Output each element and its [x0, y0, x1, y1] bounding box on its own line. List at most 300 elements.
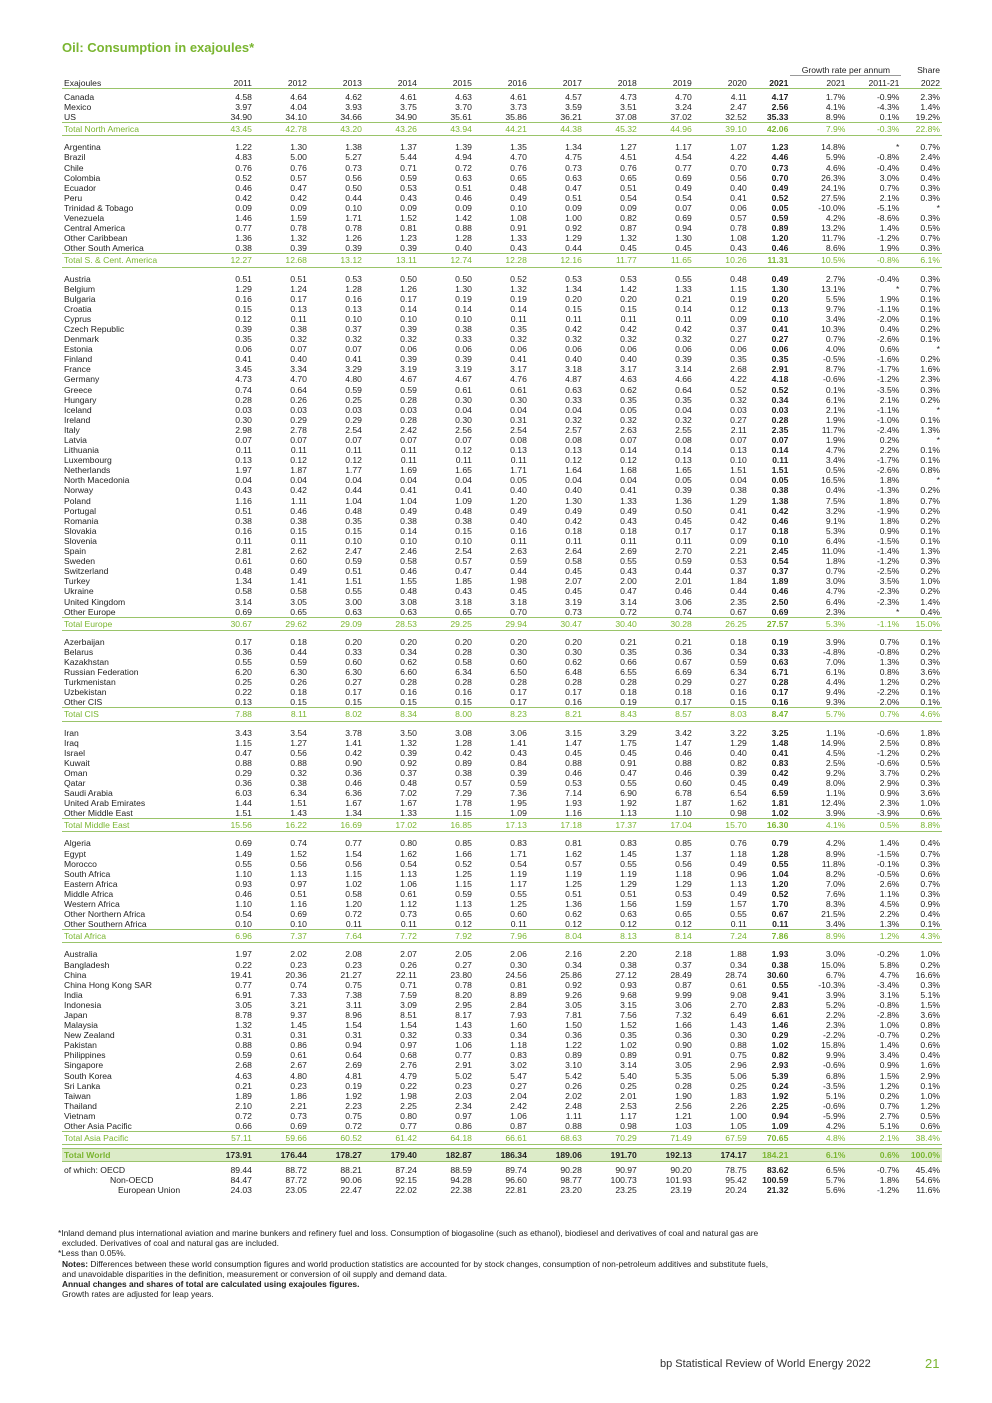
cell-value: 1.85: [455, 576, 472, 587]
table-row: [62, 725, 942, 738]
cell-value: 8.20: [455, 989, 472, 1000]
cell-value: 1.04: [771, 868, 789, 879]
cell-value: 0.30: [510, 394, 527, 405]
cell-value: 0.56: [345, 858, 362, 869]
cell-value: 3.05: [565, 999, 582, 1010]
cell-value: 0.31: [290, 1030, 307, 1041]
cell-value: 0.59: [400, 172, 417, 183]
row-label: Total North America: [62, 123, 199, 136]
cell-value: 2.07: [400, 949, 417, 960]
cell-value: 0.10: [345, 313, 362, 324]
cell-value: 0.06: [235, 344, 252, 355]
cell-value: 6.78: [675, 788, 692, 799]
cell-value: 0.62: [565, 656, 582, 667]
cell-value: 0.32: [565, 414, 582, 425]
cell-value: 7.0%: [825, 878, 846, 889]
cell-value: 1.54: [345, 848, 362, 859]
cell-value: 7.32: [675, 1009, 692, 1020]
table-row: [62, 597, 942, 607]
cell-value: 2.10: [235, 1100, 252, 1111]
cell-value: 0.46: [235, 182, 252, 193]
table-row: [62, 405, 942, 415]
cell-value: 1.34: [235, 576, 252, 587]
cell-value: 2.45: [771, 546, 789, 557]
table-row: [62, 1010, 942, 1020]
year-header: 2011: [199, 76, 254, 89]
cell-value: 5.00: [290, 152, 307, 163]
cell-value: -0.3%: [847, 123, 901, 136]
note-3b: and unavoidable disparities in the definition, measurement or conversion of oil supply and demand data.: [62, 1268, 448, 1279]
cell-value: 0.46: [675, 586, 692, 597]
cell-value: 0.72: [345, 909, 362, 920]
cell-value: 0.40: [730, 182, 747, 193]
cell-value: -2.8%: [876, 1009, 900, 1020]
table-row: [62, 879, 942, 889]
cell-value: 6.59: [771, 788, 789, 799]
cell-value: 1.43: [455, 1020, 472, 1031]
cell-value: 0.54: [235, 909, 252, 920]
cell-value: 83.62: [766, 1165, 789, 1176]
cell-value: 0.5%: [825, 465, 846, 476]
cell-value: 0.30: [730, 1030, 747, 1041]
cell-value: 4.75: [565, 152, 582, 163]
cell-value: 4.67: [400, 374, 417, 385]
oil-consumption-table: [62, 64, 942, 1196]
cell-value: 0.97: [290, 878, 307, 889]
region-total-row: [62, 254, 942, 267]
table-row: [62, 385, 942, 395]
cell-value: 0.38: [730, 485, 747, 496]
cell-value: 12.4%: [821, 798, 846, 809]
cell-value: 1.7%: [825, 92, 846, 102]
cell-value: 0.4%: [879, 323, 900, 334]
cell-value: 0.39: [510, 767, 527, 778]
cell-value: 6.96: [199, 930, 254, 943]
cell-value: 0.17: [400, 293, 417, 304]
cell-value: 1.09: [771, 1121, 789, 1131]
cell-value: 1.32: [235, 1020, 252, 1031]
cell-value: 1.78: [455, 798, 472, 809]
table-row: [62, 271, 942, 284]
cell-value: 0.6%: [847, 1149, 901, 1162]
cell-value: 0.66: [620, 656, 637, 667]
cell-value: 0.19: [771, 636, 789, 647]
row-label: European Union: [118, 1185, 181, 1196]
row-label: Russian Federation: [64, 667, 139, 678]
row-label: Germany: [64, 374, 100, 385]
cell-value: 1.27: [620, 142, 637, 153]
row-label: Turkmenistan: [64, 677, 116, 688]
cell-value: 9.99: [675, 989, 692, 1000]
cell-value: 1.51: [235, 808, 252, 819]
cell-value: 8.47: [749, 708, 791, 721]
cell-value: 1.87: [675, 798, 692, 809]
cell-value: 94.28: [450, 1175, 472, 1186]
row-label: Spain: [64, 546, 86, 557]
cell-value: 8.96: [345, 1009, 362, 1020]
cell-value: 0.43: [620, 566, 637, 577]
cell-value: 0.38: [620, 959, 637, 970]
cell-value: 0.44: [345, 192, 362, 203]
cell-value: 0.58: [235, 586, 252, 597]
cell-value: 0.29: [675, 677, 692, 688]
cell-value: 1.17: [510, 878, 527, 889]
cell-value: 0.69: [675, 172, 692, 183]
cell-value: 88.21: [340, 1165, 362, 1176]
cell-value: 0.16: [345, 293, 362, 304]
cell-value: 0.06: [730, 344, 747, 355]
cell-value: 3.7%: [879, 767, 900, 778]
footnotes: [58, 1228, 938, 1299]
cell-value: 4.58: [235, 92, 252, 102]
cell-value: 0.27: [730, 334, 747, 345]
cell-value: 4.46: [771, 152, 789, 163]
cell-value: 3.22: [730, 727, 747, 738]
note-1b: excluded. Derivatives of coal and natural gas are included.: [62, 1238, 279, 1249]
cell-value: 0.46: [675, 747, 692, 758]
cell-value: 0.1%: [920, 697, 940, 708]
region-group: [62, 89, 942, 140]
cell-value: 0.8%: [879, 667, 900, 678]
cell-value: 1.51: [290, 798, 307, 809]
cell-value: 0.16: [730, 687, 747, 698]
cell-value: 4.04: [290, 102, 307, 113]
cell-value: 0.35: [345, 515, 362, 526]
cell-value: 12.68: [254, 254, 309, 267]
row-label: New Zealand: [64, 1030, 115, 1041]
row-label: Iraq: [64, 737, 79, 748]
cell-value: 0.1%: [920, 535, 940, 546]
cell-value: 0.05: [675, 475, 692, 486]
cell-value: 1.30: [771, 283, 789, 294]
cell-value: 0.52: [510, 273, 527, 284]
cell-value: 98.77: [560, 1175, 582, 1186]
cell-value: 1.4%: [879, 838, 900, 849]
cell-value: 1.10: [235, 899, 252, 910]
cell-value: 0.12: [565, 919, 582, 930]
table-row: [62, 425, 942, 435]
cell-value: 0.50: [400, 273, 417, 284]
cell-value: 1.37: [400, 142, 417, 153]
cell-value: 0.74: [675, 606, 692, 617]
cell-value: 26.3%: [821, 172, 846, 183]
cell-value: 0.93: [235, 878, 252, 889]
cell-value: 0.31: [235, 1030, 252, 1041]
cell-value: 0.12: [620, 455, 637, 466]
cell-value: 0.93: [620, 979, 637, 990]
cell-value: 0.12: [290, 455, 307, 466]
table-row: [62, 909, 942, 919]
cell-value: 0.25: [345, 394, 362, 405]
cell-value: 2.5%: [825, 757, 846, 768]
cell-value: 0.06: [565, 344, 582, 355]
cell-value: 1.47: [675, 737, 692, 748]
cell-value: 30.28: [639, 617, 694, 630]
cell-value: 0.60: [290, 556, 307, 567]
row-label: Bangladesh: [64, 959, 110, 970]
cell-value: 0.45: [565, 747, 582, 758]
cell-value: 0.11: [730, 919, 747, 930]
row-label: Other Europe: [64, 606, 116, 617]
table-row: [62, 586, 942, 596]
cell-value: 0.97: [455, 1110, 472, 1121]
cell-value: 1.0%: [920, 576, 940, 587]
cell-value: 0.77: [455, 1050, 472, 1061]
cell-value: 0.38: [455, 515, 472, 526]
cell-value: 0.10: [290, 919, 307, 930]
cell-value: 28.53: [364, 617, 419, 630]
cell-value: 2.62: [290, 546, 307, 557]
cell-value: 0.39: [675, 354, 692, 365]
row-label: Total Asia Pacific: [62, 1132, 199, 1145]
cell-value: 1.27: [290, 737, 307, 748]
row-label: United Arab Emirates: [64, 798, 146, 809]
cell-value: 0.17: [290, 293, 307, 304]
cell-value: 3.18: [510, 596, 527, 607]
cell-value: -4.8%: [822, 646, 846, 657]
cell-value: 0.58: [400, 556, 417, 567]
cell-value: 21.5%: [821, 909, 846, 920]
cell-value: 1.4%: [920, 102, 940, 113]
cell-value: 0.10: [400, 535, 417, 546]
cell-value: 43.26: [364, 123, 419, 136]
cell-value: 0.04: [565, 475, 582, 486]
cell-value: 0.27: [510, 1080, 527, 1091]
cell-value: 0.60: [510, 656, 527, 667]
cell-value: 17.18: [529, 819, 584, 832]
table-row: [62, 647, 942, 657]
cell-value: 2.9%: [879, 778, 900, 788]
cell-value: 189.06: [529, 1149, 584, 1162]
cell-value: 0.14: [400, 303, 417, 314]
cell-value: 7.92: [419, 930, 474, 943]
cell-value: 3.21: [290, 999, 307, 1010]
cell-value: 0.39: [675, 485, 692, 496]
cell-value: 1.87: [290, 465, 307, 476]
cell-value: 0.52: [771, 192, 789, 203]
cell-value: 7.36: [510, 788, 527, 799]
cell-value: 7.38: [345, 989, 362, 1000]
cell-value: 9.7%: [825, 303, 846, 314]
cell-value: 1.43: [290, 808, 307, 819]
cell-value: 0.63: [771, 656, 789, 667]
cell-value: 17.13: [474, 819, 529, 832]
region-total-row: [62, 708, 942, 721]
cell-value: 0.34: [565, 959, 582, 970]
cell-value: 2.69: [620, 546, 637, 557]
cell-value: 3.24: [675, 102, 692, 113]
cell-value: 1.34: [565, 283, 582, 294]
row-label: Greece: [64, 384, 93, 395]
cell-value: 0.49: [771, 182, 789, 193]
cell-value: 1.8%: [879, 495, 900, 506]
cell-value: 1.0%: [920, 949, 940, 960]
cell-value: 0.16: [235, 525, 252, 536]
cell-value: 29.62: [254, 617, 309, 630]
cell-value: 0.3%: [920, 979, 940, 990]
cell-value: 0.1%: [920, 687, 940, 698]
cell-value: 0.94: [675, 223, 692, 234]
cell-value: 95.42: [725, 1175, 747, 1186]
cell-value: 0.11: [235, 535, 252, 546]
row-label: Finland: [64, 354, 93, 365]
cell-value: 0.51: [345, 566, 362, 577]
cell-value: 22.8%: [901, 123, 942, 136]
cell-value: 5.2%: [825, 999, 846, 1010]
row-label: Total S. & Cent. America: [62, 254, 199, 267]
cell-value: 0.64: [290, 384, 307, 395]
row-label: Other South America: [64, 243, 144, 254]
cell-value: 0.77: [400, 1121, 417, 1131]
table-row: [62, 634, 942, 647]
table-row: [62, 566, 942, 576]
cell-value: 0.35: [620, 646, 637, 657]
cell-value: 1.25: [565, 878, 582, 889]
table-row: [62, 475, 942, 485]
cell-value: 0.53: [345, 273, 362, 284]
cell-value: 0.47: [620, 767, 637, 778]
cell-value: 0.42: [290, 192, 307, 203]
cell-value: 0.23: [455, 1080, 472, 1091]
cell-value: 0.58: [455, 656, 472, 667]
cell-value: 8.3%: [825, 899, 846, 910]
cell-value: 0.53: [565, 778, 582, 788]
cell-value: 1.36: [565, 899, 582, 910]
cell-value: 0.48: [510, 182, 527, 193]
cell-value: 1.00: [730, 1110, 747, 1121]
row-label: Brazil: [64, 152, 86, 163]
cell-value: 6.8%: [825, 1070, 846, 1081]
cell-value: 0.19: [620, 697, 637, 708]
cell-value: 0.16: [455, 687, 472, 698]
row-label: Non-OECD: [110, 1175, 154, 1186]
cell-value: 1.19: [565, 868, 582, 879]
cell-value: 1.10: [235, 868, 252, 879]
cell-value: 0.42: [771, 505, 789, 516]
cell-value: 0.89: [455, 757, 472, 768]
cell-value: 0.55: [510, 888, 527, 899]
cell-value: 2.3%: [825, 606, 846, 617]
cell-value: 1.17: [675, 142, 692, 153]
cell-value: 0.64: [345, 1050, 362, 1061]
cell-value: 4.81: [345, 1070, 362, 1081]
cell-value: 0.36: [235, 778, 252, 788]
cell-value: 3.15: [620, 999, 637, 1010]
cell-value: 34.10: [285, 112, 307, 123]
cell-value: 1.86: [290, 1090, 307, 1101]
cell-value: 1.77: [345, 465, 362, 476]
cell-value: 0.30: [565, 646, 582, 657]
table-row: [62, 364, 942, 374]
cell-value: -0.6%: [822, 374, 846, 385]
cell-value: 1.45: [620, 848, 637, 859]
note-4: Annual changes and shares of total are calculated using exajoules figures.: [62, 1279, 360, 1290]
cell-value: 3.0%: [825, 949, 846, 960]
cell-value: 0.11: [455, 455, 472, 466]
cell-value: 0.46: [235, 888, 252, 899]
cell-value: 0.48: [455, 505, 472, 516]
cell-value: 1.11: [290, 495, 307, 506]
cell-value: *: [936, 475, 940, 486]
cell-value: 1.81: [771, 798, 789, 809]
cell-value: 0.23: [290, 1080, 307, 1091]
cell-value: 0.3%: [920, 778, 940, 788]
cell-value: 0.4%: [920, 909, 940, 920]
cell-value: 0.75: [345, 1110, 362, 1121]
row-label: Central America: [64, 223, 126, 234]
cell-value: 0.30: [510, 959, 527, 970]
growth-col-header: 2011-21: [847, 76, 901, 89]
cell-value: 0.27: [730, 677, 747, 688]
cell-value: 0.40: [565, 354, 582, 365]
cell-value: 0.11: [400, 455, 417, 466]
cell-value: 5.40: [620, 1070, 637, 1081]
cell-value: 4.61: [400, 92, 417, 102]
cell-value: 0.2%: [920, 566, 940, 577]
row-label: Ecuador: [64, 182, 97, 193]
cell-value: 22.81: [505, 1185, 527, 1196]
cell-value: 4.6%: [901, 708, 942, 721]
cell-value: 0.62: [620, 384, 637, 395]
cell-value: 6.1%: [901, 254, 942, 267]
row-label: Norway: [64, 485, 94, 496]
cell-value: 2.03: [455, 1090, 472, 1101]
cell-value: 0.45: [565, 566, 582, 577]
cell-value: 2.46: [400, 546, 417, 557]
cell-value: 0.18: [675, 687, 692, 698]
cell-value: 0.12: [455, 919, 472, 930]
cell-value: 0.5%: [847, 819, 901, 832]
cell-value: 1.11: [565, 1110, 582, 1121]
oecd-breakdown-row: [62, 1185, 942, 1195]
table-row: [62, 798, 942, 808]
table-row: [62, 203, 942, 213]
cell-value: 3.9%: [825, 808, 846, 819]
cell-value: 7.96: [474, 930, 529, 943]
cell-value: 0.88: [675, 757, 692, 768]
cell-value: 0.65: [620, 172, 637, 183]
cell-value: 0.35: [620, 394, 637, 405]
cell-value: 0.12: [455, 445, 472, 456]
table-row: [62, 526, 942, 536]
cell-value: 0.91: [510, 223, 527, 234]
cell-value: 0.46: [565, 767, 582, 778]
cell-value: 1.32: [510, 283, 527, 294]
cell-value: 1.48: [771, 737, 789, 748]
cell-value: 0.15: [290, 525, 307, 536]
year-header: 2019: [639, 76, 694, 89]
cell-value: 3.05: [675, 1060, 692, 1071]
cell-value: 3.0%: [825, 576, 846, 587]
cell-value: 0.29: [771, 1030, 789, 1041]
cell-value: 0.89: [620, 1050, 637, 1061]
cell-value: 90.28: [560, 1165, 582, 1176]
cell-value: 0.5%: [920, 757, 940, 768]
cell-value: 3.70: [455, 102, 472, 113]
cell-value: 0.80: [400, 1110, 417, 1121]
cell-value: 0.29: [290, 414, 307, 425]
cell-value: 0.85: [455, 838, 472, 849]
cell-value: 0.59: [345, 556, 362, 567]
cell-value: -0.2%: [876, 949, 900, 960]
row-label: Argentina: [64, 142, 101, 153]
cell-value: -1.2%: [876, 233, 900, 244]
cell-value: 5.3%: [825, 525, 846, 536]
cell-value: 96.60: [505, 1175, 527, 1186]
cell-value: 6.49: [730, 1009, 747, 1020]
cell-value: 0.37: [675, 959, 692, 970]
cell-value: 0.46: [455, 192, 472, 203]
